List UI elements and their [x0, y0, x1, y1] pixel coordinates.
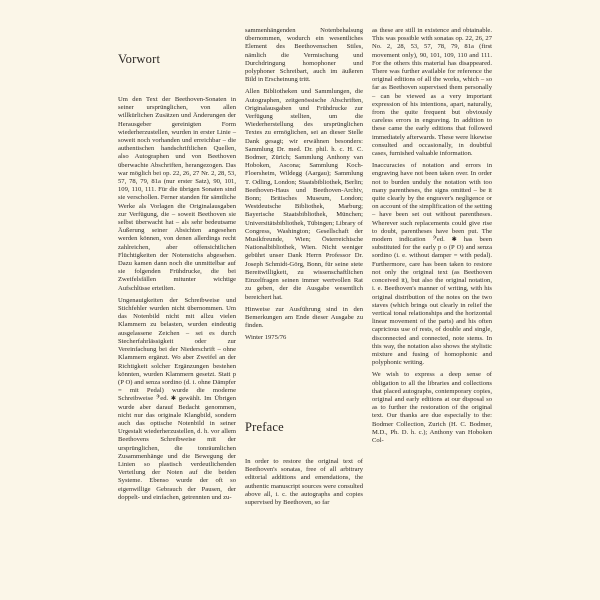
- vorwort-column-2: [245, 27, 363, 347]
- paragraph: as these are still in existence and obtainable. This was possible with sonatas op. 22, 26, 27 No. 2, 28, 53, 57, 78, 79, 81a (first movement only), 90, 101, 109, 110 and 111. For the others this material has disappeared. There was further available for reference the original editions of all the works, which – so far as Beethoven supervised them personally – can be viewed as a very important expression of his intentions, apart, naturally, from the quite frequent but obviously careless errors in engraving. In addition to these came the early editions that followed immediately afterwards. These were likewise consulted and occasionally, in doubtful cases, furnished valuable information.: [372, 27, 492, 158]
- paragraph: Inaccuracies of notation and errors in engraving have not been taken over. In order not to burden unduly the notation with too many parentheses, the signs omitted – be it quite clearly by the engraver's negligence or on account of the simplification of the setting – have been set out without parentheses. Wherever such replacements could give rise to doubt, parentheses have been put. The modern indication 𝄢ed. ✱ has been substituted for the early p o (P O) and senza sordino (i. e. without damper = with pedal). Furthermore, care has been taken to restore not only the original text (as Beethoven conceived it), but also the original notation, i. e. Beethoven's manner of writing, with his original distribution of the notes on the two staves (which brings out clearly in relief the vertical tonal relationships and the horizontal linear movement of the parts) and his often capricious use of rests, of double and single, disconnected and connected, note stems. In this way, the notation also shows the stylistic mixture and fusing of homophonic and polyphonic writing.: [372, 162, 492, 367]
- preface-column-2: [372, 27, 492, 449]
- preface-column-1: [245, 458, 363, 511]
- paragraph: In order to restore the original text of Beethoven's sonatas, free of all arbitrary editorial additions and emendations, the authentic manuscript sources were consulted above all, i. c. the autographs and copies supervised by Beethoven, so far: [245, 458, 363, 507]
- paragraph: We wish to express a deep sense of obligation to all the libraries and collections that placed autographs, contemporary copies, original and early editions at our disposal so as to further the restoration of the original text. Our thanks are due especially to the: Bodmer Collection, Zurich (H. C. Bodmer, M.D., Ph. D. h. c.); Anthony van Hoboken Col-: [372, 371, 492, 444]
- paragraph: Hinweise zur Ausführung sind in den Bemerkungen am Ende dieser Ausgabe zu finden.: [245, 305, 363, 330]
- paragraph: Allen Bibliotheken und Sammlungen, die Autographen, zeitgenössische Abschriften, Originalausgaben und Frühdrucke zur Verfügung stellten, um die Wiederherstellung des ursprünglichen Textes zu ermöglichen, sei an dieser Stelle Dank gesagt; wir erwähnen besonders: Sammlung Dr. med. Dr. phil. h. c. H. C. Bodmer, Zürich; Sammlung Anthony van Hoboken, Ascona; Sammlung Koch-Floersheim, Wildegg (Aargau); Sammlung T. Odling, London; Staatsbibliothek, Berlin; Beethoven-Haus und Beethoven-Archiv, Bonn; Britisches Museum, London; Westdeutsche Bibliothek, Marburg; Bayerische Staatsbibliothek, München; Universitätsbibliothek, Tübingen; Library of Congress, Washington; Gesellschaft der Musikfreunde, Wien; Österreichische Nationalbibliothek, Wien. Nicht weniger gebührt unser Dank Herrn Professor Dr. Joseph Schmidt-Görg, Bonn, für seine stete Bereitwilligkeit, zu wissenschaftlichen Einzelfragen seinen immer wertvollen Rat zu geben, der die Ausgabe wesentlich bereichert hat.: [245, 88, 363, 301]
- preface-heading: Preface: [245, 420, 284, 434]
- vorwort-heading: Vorwort: [118, 52, 161, 66]
- vorwort-column-1: [118, 96, 236, 506]
- paragraph: Um den Text der Beethoven-Sonaten in seiner ursprünglichen, von allen willkürlichen Zusätzen und Änderungen der Herausgeber gereinigten Form wiederherzustellen, wurden in erster Linie – soweit noch vorhanden und erreichbar – die authentischen handschriftlichen Quellen, also Autographen und von Beethoven überwachte Abschriften, herangezogen. Das war möglich bei op. 22, 26, 27 Nr. 2, 28, 53, 57, 78, 79, 81a (nur erster Satz), 90, 101, 109, 110, 111. Für die übrigen Sonaten sind sie verschollen. Ferner standen für sämtliche Werke als Vorlagen die Originalausgaben zur Verfügung, die – soweit Beethoven sie selbst überwacht hat – als sehr bedeutsame Äußerung seiner Absichten angesehen werden können, von denen allerdings recht zahlreichen, aber offensichtlichen Flüchtigkeiten der Notenstichs abgesehen. Dazu kamen dann noch die unmittelbar auf sie folgenden Frühdrucke, die bei Zweifelsfällen mitunter wichtige Aufschlüsse erteilten.: [118, 96, 236, 292]
- paragraph: Ungenauigkeiten der Schreibweise und Stichfehler wurden nicht übernommen. Um das Notenbild nicht mit allzu vielen Klammern zu belasten, wurden eindeutig ausgelassene Zeichen – sei es durch Stecherfahrlässigkeit oder zur Vereinfachung bei der Niederschrift – ohne Klammern ergänzt. Wo aber Zweifel an der Richtigkeit solcher Ergänzungen bestehen könnten, wurden Klammern gesetzt. Statt p (P O) and senza sordino (d. i. ohne Dämpfer = mit Pedal) wurde die moderne Schreibweise 𝄢ed. ✱ gewählt. Im Übrigen wurde aber darauf Bedacht genommen, nicht nur das originale Klangbild, sondern auch das optische Notenbild in seiner Urgestalt wiederherzustellen, d. h. vor allem Beethovens Schreibweise mit der ursprünglichen, die tonräumlichen Zusammenhänge und die Bewegung der Linien so plastisch verdeutlichenden Verteilung der Noten auf die beiden Systeme. Ebenso wurde der oft so eigenwillige Gebrauch der Pausen, der doppelt- und einfachen, getrennten und zu-: [118, 296, 236, 501]
- paragraph: sammenhängenden Notenbehalsung übernommen, wodurch ein wesentliches Element des Beethovenschen Stiles, nämlich die Vermischung und Durchdringung homophoner und polyphoner Schreibart, auch im äußeren Bild in Erscheinung tritt.: [245, 27, 363, 84]
- date-line: Winter 1975/76: [245, 334, 287, 342]
